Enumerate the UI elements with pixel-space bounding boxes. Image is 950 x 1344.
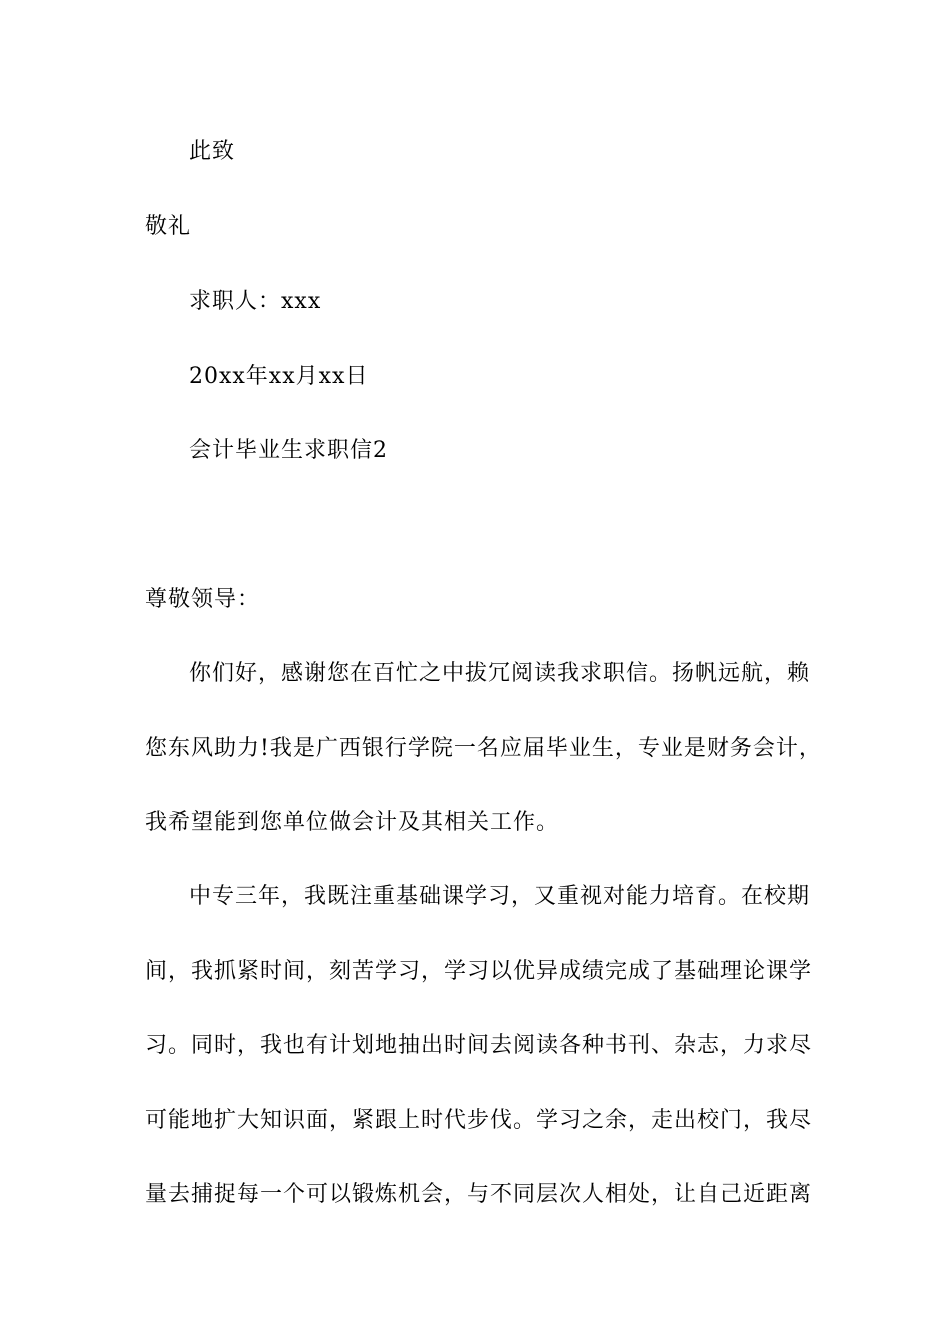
paragraph-line: 你们好，感谢您在百忙之中拔冗阅读我求职信。扬帆远航，赖 <box>189 661 811 686</box>
paragraph-line: 我希望能到您单位做会计及其相关工作。 <box>145 810 560 835</box>
section-title: 会计毕业生求职信2 <box>189 438 388 463</box>
paragraph-line: 可能地扩大知识面，紧跟上时代步伐。学习之余，走出校门，我尽 <box>145 1108 813 1133</box>
paragraph-line: 中专三年，我既注重基础课学习，又重视对能力培育。在校期 <box>189 884 811 909</box>
salute-text: 敬礼 <box>145 214 192 239</box>
paragraph-line: 量去捕捉每一个可以锻炼机会，与不同层次人相处，让自己近距离 <box>145 1182 813 1207</box>
closing-text: 此致 <box>189 139 236 164</box>
paragraph-line: 间，我抓紧时间，刻苦学习，学习以优异成绩完成了基础理论课学 <box>145 959 813 984</box>
date-text: 20xx年xx月xx日 <box>189 364 369 389</box>
signer-text: 求职人：xxx <box>189 289 322 314</box>
paragraph-line: 您东风助力!我是广西银行学院一名应届毕业生，专业是财务会计， <box>145 736 822 761</box>
greeting-text: 尊敬领导： <box>145 587 261 612</box>
paragraph-line: 习。同时，我也有计划地抽出时间去阅读各种书刊、杂志，力求尽 <box>145 1033 813 1058</box>
